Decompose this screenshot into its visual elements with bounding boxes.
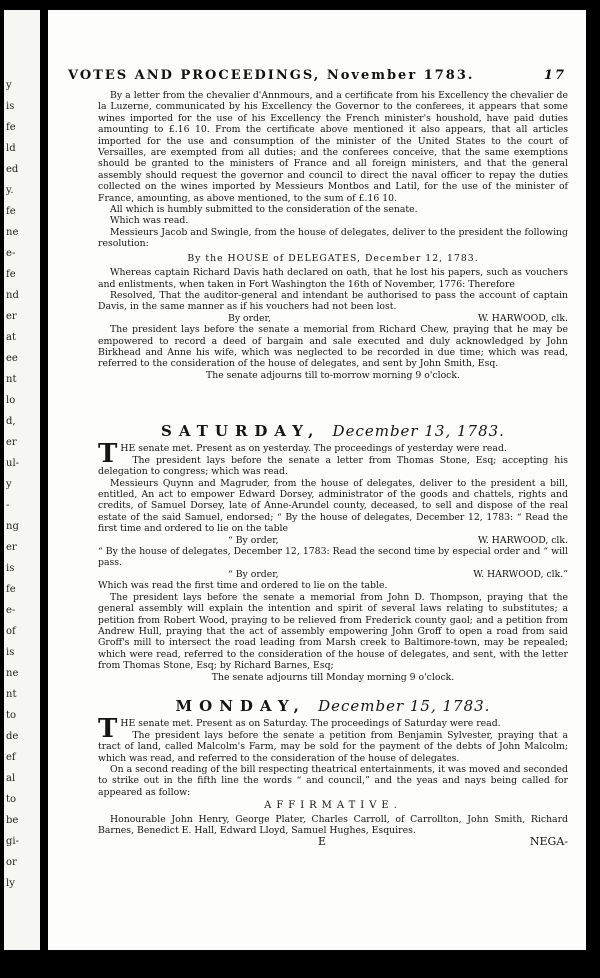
page-gutter xyxy=(40,0,48,978)
margin-fragment: e- xyxy=(6,605,16,616)
margin-fragment: nd xyxy=(6,290,19,301)
signature-mark: E xyxy=(318,835,327,849)
paragraph: All which is humbly submitted to the consideration of the senate. xyxy=(110,204,418,216)
signature-name: W. HARWOOD, clk. xyxy=(477,534,568,546)
page-footer xyxy=(98,836,568,847)
house-heading: By the HOUSE of DELEGATES, December 12, 1783. xyxy=(187,252,479,264)
page-number: 17 xyxy=(543,68,566,83)
margin-fragment: to xyxy=(6,710,17,721)
margin-fragment: is xyxy=(6,101,15,112)
margin-fragment: ng xyxy=(6,521,19,532)
margin-fragment: al xyxy=(6,773,16,784)
margin-fragment: y xyxy=(6,479,12,490)
margin-fragment: fe xyxy=(6,269,16,280)
signature-line xyxy=(98,569,568,580)
monday-section xyxy=(98,695,568,848)
names-list: Honourable John Henry, George Plater, Charles Carroll, of Carrollton, John Smith, Richard Barnes, Benedict E. Hall, Edward Lloyd, Samuel Hughes, Esquires. xyxy=(98,813,568,837)
top-section xyxy=(98,90,568,381)
margin-fragment: ul- xyxy=(6,458,20,469)
paragraph: The president lays before the senate a letter from Thomas Stone, Esq; accepting his delegation to congress; which was read. xyxy=(98,454,568,478)
margin-fragment: ly xyxy=(6,878,15,889)
signature-name: W. HARWOOD, clk.” xyxy=(473,568,568,580)
margin-fragment: lo xyxy=(6,395,16,406)
margin-fragment: be xyxy=(6,815,19,826)
paragraph: Messieurs Jacob and Swingle, from the house of delegates, deliver to the president the following resolution: xyxy=(98,226,568,250)
margin-fragment: fe xyxy=(6,206,16,217)
day-name: MONDAY, xyxy=(175,697,306,715)
paragraph: Whereas captain Richard Davis hath declared on oath, that he lost his papers, such as vouchers and enlistments, when taken in Fort Washington the 16th of November, 1776: Therefore xyxy=(98,267,568,290)
paragraph-text: HE senate met. Present as on yesterday. The proceedings of yesterday were read. xyxy=(120,443,507,455)
paragraph: The president lays before the senate a memorial from John D. Thompson, praying that the general assembly will explain the intention and spirit of several laws relating to substitutes; a petition from Robert Wood, praying to be relieved from Frederick county gaol; and a petition from Andrew Hull, praying that the act of assembly empowering John Groff to open a road from said Groff's mill to intersect the road leading from Marsh creek to Baltimore-town, may be repealed; which were read, referred to the consideration of the house of delegates, and sent, with the letter from Thomas Stone, Esq; by Richard Barnes, Esq; xyxy=(98,591,568,672)
header-title: VOTES AND PROCEEDINGS, November 1783. xyxy=(68,68,475,83)
document-page xyxy=(48,10,586,950)
paragraph-text: HE senate met. Present as on Saturday. The proceedings of Saturday were read. xyxy=(120,718,501,730)
margin-fragment: ld xyxy=(6,143,16,154)
margin-fragment: nt xyxy=(6,374,17,385)
left-margin-fragments xyxy=(4,10,44,950)
margin-fragment: ne xyxy=(6,227,19,238)
margin-fragment: ed xyxy=(6,164,19,175)
margin-fragment: fe xyxy=(6,122,16,133)
margin-fragment: to xyxy=(6,794,17,805)
paragraph: “ By the house of delegates, December 12, 1783: Read the second time by especial order and “ will pass. xyxy=(98,546,568,569)
paragraph: The president lays before the senate a petition from Benjamin Sylvester, praying that a tract of land, called Malcolm's Farm, may be sold for the payment of the debts of John Malcolm; which was read, and referred to the consideration of the house of delegates. xyxy=(98,729,568,764)
adjournment: The senate adjourns till Monday morning 9 o'clock. xyxy=(211,671,455,683)
paragraph: Which was read the first time and ordered to lie on the table. xyxy=(98,580,388,592)
day-name: SATURDAY, xyxy=(161,422,321,440)
catchword: NEGA- xyxy=(529,835,568,849)
signature-name: W. HARWOOD, clk. xyxy=(477,312,568,324)
margin-fragment: de xyxy=(6,731,19,742)
saturday-section xyxy=(98,420,568,683)
margin-fragment: er xyxy=(6,311,17,322)
margin-fragment: gi- xyxy=(6,836,19,847)
day-heading xyxy=(98,422,568,440)
adjournment: The senate adjourns till to-morrow morning 9 o'clock. xyxy=(206,369,460,381)
margin-fragment: fe xyxy=(6,584,16,595)
paragraph: Resolved, That the auditor-general and intendant be authorised to pass the account of captain Davis, in the same manner as if his vouchers had not been lost. xyxy=(98,289,568,313)
margin-fragment: or xyxy=(6,857,17,868)
affirmative-heading: AFFIRMATIVE. xyxy=(264,800,402,812)
margin-fragment: d, xyxy=(6,416,16,427)
paragraph: On a second reading of the bill respecting theatrical entertainments, it was moved and seconded to strike out in the fifth line the words “ and council,” and the yeas and nays being called for appeared as follow: xyxy=(98,764,568,798)
paragraph: Which was read. xyxy=(110,215,189,227)
margin-fragment: of xyxy=(6,626,16,637)
margin-fragment: is xyxy=(6,563,15,574)
margin-fragment: at xyxy=(6,332,16,343)
signature-by: “ By order, xyxy=(228,534,279,546)
drop-cap: T xyxy=(98,439,118,470)
margin-fragment: nt xyxy=(6,689,17,700)
margin-fragment: y. xyxy=(6,185,14,196)
signature-by: By order, xyxy=(228,312,271,324)
running-header xyxy=(68,68,570,86)
signature-by: “ By order, xyxy=(228,568,279,580)
margin-fragment: er xyxy=(6,542,17,553)
signature-line xyxy=(98,535,568,546)
margin-fragment: ee xyxy=(6,353,18,364)
margin-fragment: is xyxy=(6,647,15,658)
margin-fragment: er xyxy=(6,437,17,448)
day-heading xyxy=(98,697,568,715)
paragraph xyxy=(98,714,568,745)
margin-fragment: - xyxy=(6,500,10,511)
margin-fragment: y xyxy=(6,80,12,91)
margin-fragment: e- xyxy=(6,248,16,259)
day-date: December 13, 1783. xyxy=(332,422,505,440)
paragraph: The president lays before the senate a memorial from Richard Chew, praying that he may be empowered to record a deed of bargain and sale executed and duly acknowledged by John Birkhead and Anne his wife, which was neglected to be recorded in due time; which was read, referred to the consideration of the house of delegates, and sent by John Smith, Esq. xyxy=(98,324,568,370)
paragraph: By a letter from the chevalier d'Annmours, and a certificate from his Excellency the chevalier de la Luzerne, communicated by his Excellency the Governor to the conferees, it appears that some wines imported for the use of his Excellency the French minister's houshold, have paid duties amounting to £.16 10. From the certificate above mentioned it also appears, that all articles imported for the use and consumption of the minister of the United States to the court of Versailles, are exempted from all duties; and the conferees conceive, that the same exemptions should be granted to the ministers of France and all foreign ministers, and that the general assembly should request the governor and council to direct the naval officer to repay the duties collected on the wines imported by Messieurs Montbos and Latil, for the use of the minister of France, amounting, as above mentioned, to the sum of £.16 10. xyxy=(98,90,568,204)
margin-fragment: ef xyxy=(6,752,16,763)
day-date: December 15, 1783. xyxy=(318,697,491,715)
paragraph: Messieurs Quynn and Magruder, from the house of delegates, deliver to the president a bill, entitled, An act to empower Edward Dorsey, administrator of the goods and chattels, rights and credits, of Samuel Dorsey, late of Anne-Arundel county, deceased, to sell and dispose of the real estate of the said Samuel, endorsed; “ By the house of delegates, December 12, 1783: “ Read the first time and ordered to lie on the table xyxy=(98,477,568,535)
margin-fragment: ne xyxy=(6,668,19,679)
drop-cap: T xyxy=(98,714,118,745)
signature-line xyxy=(98,313,568,324)
